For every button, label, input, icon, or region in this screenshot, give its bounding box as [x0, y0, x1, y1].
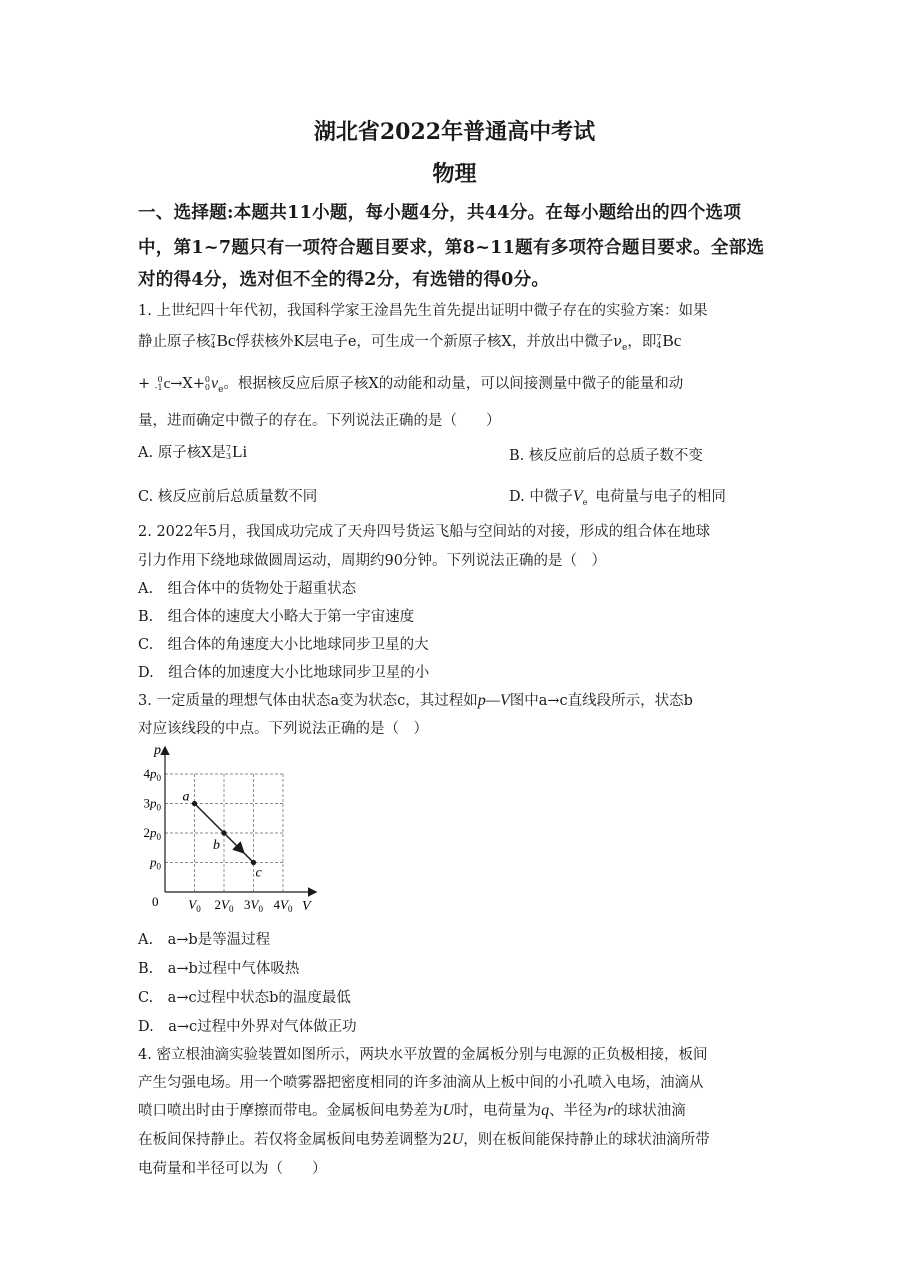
v-axis-label: V	[302, 899, 311, 914]
q1-stem-line1: 1. 上世纪四十年代初，我国科学家王淦昌先生首先提出证明中微子存在的实验方案：如果	[138, 303, 708, 319]
q1-option-d	[509, 485, 726, 507]
be-nuclide-symbol: Bc	[216, 331, 236, 350]
q4-stem-line4	[138, 1128, 710, 1149]
li-charge-number: 3	[226, 452, 232, 461]
be2-charge-number: 4	[656, 341, 662, 350]
q3-stem-line1	[138, 689, 693, 710]
q4-stem-line2: 产生匀强电场。用一个喷雾器把密度相同的许多油滴从上板中间的小孔喷入电场，油滴从	[138, 1075, 704, 1091]
electron-mass-number: 0	[157, 375, 163, 385]
q1-line2-prefix: 静止原子核	[138, 334, 211, 350]
state-label-c: c	[255, 865, 262, 881]
q1-option-a-text: A. 原子核X是	[138, 445, 227, 461]
q4-line4-b: ，则在板间能保持静止的球状油滴所带	[463, 1132, 710, 1148]
y-tick-label: $p_0$	[150, 854, 161, 872]
section-instructions-line2: 中，第1~7题只有一项符合题目要求，第8~11题有多项符合题目要求。全部选	[138, 238, 765, 258]
q1-stem-line2	[138, 330, 681, 353]
li-nuclide-symbol: Li	[232, 442, 248, 461]
electron-scripts	[155, 376, 163, 391]
neutrino-scripts	[205, 376, 210, 391]
process-segment-ab	[195, 804, 225, 834]
x-tick-label: $2V_0$	[214, 897, 234, 914]
q2-option-b: B. 组合体的速度大小略大于第一宇宙速度	[138, 609, 415, 625]
q3-line1-suffix: 图中a→c直线段所示，状态b	[509, 693, 693, 709]
electron-charge-number: -1	[154, 383, 163, 392]
q4-line4-a: 在板间保持静止。若仅将金属板间电势差调整为2	[138, 1132, 452, 1148]
radius-r: r	[607, 1102, 614, 1119]
q4-stem-line5: 电荷量和半径可以为（ ）	[138, 1161, 327, 1177]
y-tick-label: $2p_0$	[143, 825, 161, 842]
neutrino-charge-number: 0	[204, 383, 210, 392]
y-tick-label: $3p_0$	[143, 795, 161, 813]
y-tick-label: $4p_0$	[143, 766, 161, 783]
neutrino-symbol: v	[210, 375, 219, 392]
q3-option-d: D. a→c过程中外界对气体做正功	[138, 1019, 357, 1035]
q1-option-b: B. 核反应前后的总质子数不变	[509, 448, 703, 464]
section-instructions-line3: 对的得4分，选对但不全的得2分，有选错的得0分。	[138, 270, 550, 290]
q4-stem-line3	[138, 1099, 686, 1120]
reaction-arrow-x: →X+	[170, 376, 205, 392]
q3-option-c: C. a→c过程中状态b的温度最低	[138, 990, 351, 1006]
be-mass-number: 7	[210, 333, 216, 343]
q3-line1-prefix: 3. 一定质量的理想气体由状态a变为状态c，其过程如	[138, 693, 478, 709]
q4-line3-b: 时，电荷量为	[454, 1103, 542, 1119]
voltage-2u: U	[451, 1131, 464, 1148]
li-mass-number: 7	[226, 444, 232, 454]
q1-option-a	[138, 441, 247, 462]
subject-title: 物理	[432, 161, 477, 187]
q3-option-b: B. a→b过程中气体吸热	[138, 961, 300, 977]
plus-sign: +	[138, 376, 151, 392]
neutrino2-subscript: e	[218, 384, 224, 395]
q1-stem-line3	[138, 372, 683, 395]
q1-line2-suffix: ，即	[627, 334, 657, 350]
q1-line3-text: 。根据核反应后原子核X的动能和动量，可以间接测量中微子的能量和动	[223, 376, 684, 392]
q4-stem-line1: 4. 密立根油滴实验装置如图所示，两块水平放置的金属板分别与电源的正负极相接，板间	[138, 1047, 708, 1063]
q1-stem-line4: 量，进而确定中微子的存在。下列说法正确的是（ ）	[138, 413, 501, 429]
q1-line2-middle: 俘获核外K层电子e，可生成一个新原子核X，并放出中微子ν	[235, 334, 623, 350]
electron-symbol: c	[163, 376, 171, 392]
neutrino-mass-number: 0	[204, 375, 210, 385]
origin-label: 0	[152, 894, 159, 909]
q2-stem-line2: 引力作用下绕地球做圆周运动，周期约90分钟。下列说法正确的是（ ）	[138, 553, 606, 569]
be-nuclide-scripts	[211, 334, 216, 349]
be2-mass-number: 7	[656, 333, 662, 343]
q3-stem-line2: 对应该线段的中点。下列说法正确的是（ ）	[138, 721, 428, 737]
q1-option-d-suffix: 电荷量与电子的相同	[595, 489, 726, 505]
state-point-a	[192, 801, 197, 806]
x-tick-label: $4V_0$	[273, 897, 293, 914]
be2-nuclide-symbol: Bc	[662, 331, 682, 350]
charge-q: q	[541, 1102, 550, 1119]
li-nuclide-scripts	[226, 445, 231, 460]
q4-line3-a: 喷口喷出时由于摩擦而带电。金属板间电势差为	[138, 1103, 443, 1119]
neutrino-v-symbol: V	[572, 488, 583, 505]
section-instructions-line1: 一、选择题:本题共11小题，每小题4分，共44分。在每小题给出的四个选项	[138, 203, 742, 223]
q3-option-a: A. a→b是等温过程	[138, 932, 271, 948]
pv-label: p—V	[477, 692, 510, 709]
x-tick-label: $3V_0$	[244, 897, 263, 914]
q4-line3-c: 、半径为	[549, 1103, 608, 1119]
neutrino-subscript: e	[622, 342, 628, 353]
q2-option-c: C. 组合体的角速度大小比地球同步卫星的大	[138, 637, 429, 653]
q4-line3-d: 的球状油滴	[613, 1103, 686, 1119]
q2-option-a: A. 组合体中的货物处于超重状态	[138, 581, 357, 597]
state-point-b	[221, 830, 226, 835]
be2-nuclide-scripts	[656, 334, 661, 349]
process-arrow	[224, 833, 243, 852]
voltage-u: U	[442, 1102, 455, 1119]
state-point-c	[251, 860, 256, 865]
be-charge-number: 4	[210, 341, 216, 350]
state-label-a: a	[182, 789, 190, 805]
neutrino-v-subscript: e	[582, 497, 588, 507]
pv-diagram	[130, 740, 330, 920]
state-label-b: b	[213, 838, 220, 853]
q1-option-c: C. 核反应前后总质量数不同	[138, 489, 318, 505]
p-axis-label: p	[154, 743, 161, 758]
q2-option-d: D. 组合体的加速度大小比地球同步卫星的小	[138, 665, 430, 681]
q1-option-d-prefix: D. 中微子	[509, 489, 573, 505]
page-title: 湖北省2022年普通高中考试	[313, 119, 596, 145]
x-tick-label: $V_0$	[188, 897, 201, 914]
q2-stem-line1: 2. 2022年5月，我国成功完成了天舟四号货运飞船与空间站的对接，形成的组合体在地球	[138, 524, 711, 540]
